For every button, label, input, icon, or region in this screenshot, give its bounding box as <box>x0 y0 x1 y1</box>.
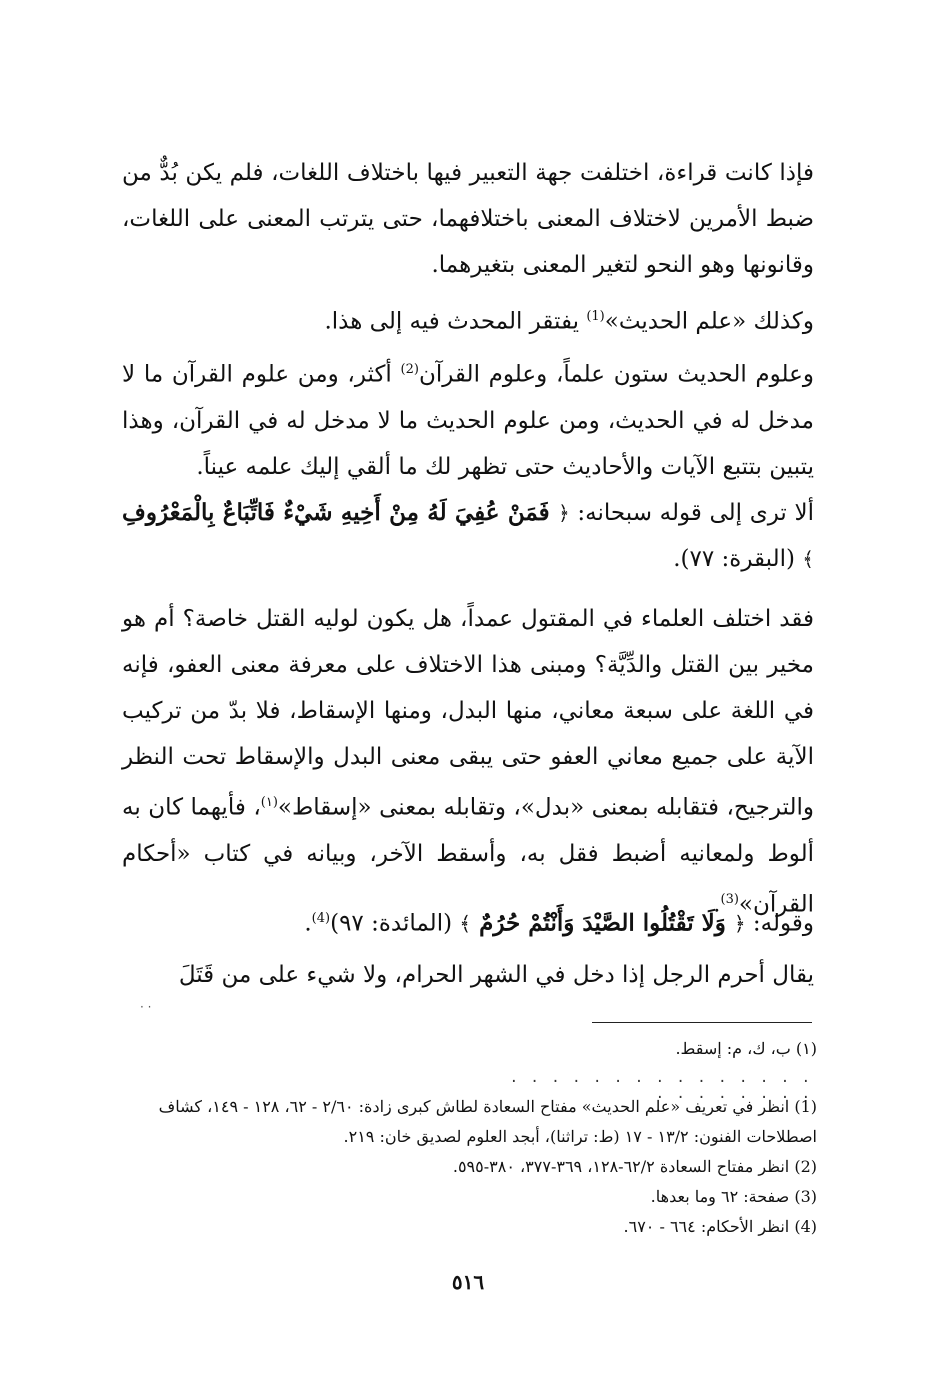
quran-verse: فَمَنْ عُفِيَ لَهُ مِنْ أَخِيهِ شَيْءٌ فَاتِّبَاعٌ بِالْمَعْرُوفِ <box>122 499 559 526</box>
paragraph-2-text-end: يفتقر المحدث فيه إلى هذا. <box>324 308 587 335</box>
footnote-1: (1) انظر في تعريف «علم الحديث» مفتاح السعادة لطاش كبرى زادة: ٢/٦٠ - ٦٢، ١٢٨ - ١٤٩، كشاف اصطلاحات الفنون: ١٣/٢ - ١٧ (ط: تراثنا)، أبجد العلوم لصديق خان: ٢١٩. <box>158 1097 817 1146</box>
footnote-4: (4) انظر الأحكام: ٦٦٤ - ٦٧٠. <box>623 1217 817 1236</box>
quran-bracket-open: ﴿ <box>558 501 570 525</box>
verse-reference: (البقرة: ٧٧). <box>673 546 803 572</box>
paragraph-5 <box>122 596 814 927</box>
paragraph-1: فإذا كانت قراءة، اختلفت جهة التعبير فيها باختلاف اللغات، فلم يكن بُدٌّ من ضبط الأمرين لاختلاف المعنى باختلافهما، حتى يترتب المعنى على اللغات، وقانونها وهو النحو لتغير المعنى بتغيرهما. <box>122 160 814 278</box>
stray-mark: · · <box>140 1000 152 1014</box>
paragraph-5-text: فقد اختلف العلماء في المقتول عمداً، هل يكون لوليه القتل خاصة؟ أم هو مخير بين القتل والدِّيَّة؟ ومبنى هذا الاختلاف على معرفة معنى العفو، فإنه في اللغة على سبعة معاني، منها البدل، ومنها الإسقاط، فلا بدّ من تركيب الآية على جميع معاني العفو حتى يبقى معنى البدل والإسقاط تحت النظر والترجيح، فتقابله بمعنى «بدل»، وتقابله بمعنى «إسقاط» <box>122 606 815 821</box>
paragraph-6 <box>122 896 814 947</box>
footnote-3: (3) صفحة: ٦٢ وما بعدها. <box>650 1187 817 1206</box>
footnote-marker-4: (4) <box>311 911 331 926</box>
paragraph-3 <box>122 347 814 490</box>
paragraph-3-text: وعلوم الحديث ستون علماً، وعلوم القرآن <box>418 361 815 388</box>
footnote-divider <box>592 1022 812 1023</box>
footnote-dotted-separator: . . . . . . . . . . . . . . . . . . . . . . . <box>509 1070 812 1102</box>
footnote-marker-1: (1) <box>586 309 605 324</box>
paragraph-5-text-mid: ، فأيهما كان به ألوط ولمعانيه أضبط فقل به، وأسقط الآخر، وبيانه في كتاب «أحكام القرآن» <box>122 794 814 918</box>
paragraph-4 <box>122 490 814 582</box>
paragraph-5-text-end: . <box>713 891 721 918</box>
footnote-2: (2) انظر مفتاح السعادة ٦٢/٢-١٢٨، ٣٦٩-٣٧٧، ٣٨٠-٥٩٥. <box>452 1157 817 1176</box>
page-number: ٥١٦ <box>451 1270 485 1294</box>
paragraph-3-text-end: أكثر، ومن علوم القرآن ما لا مدخل له في الحديث، ومن علوم الحديث ما لا مدخل له في القرآن، وهذا يتبين بتتبع الآيات والأحاديث حتى تظهر لك ما ألقي إليك علمه عيناً. <box>122 361 814 480</box>
footnote-marker-3: (3) <box>720 891 739 907</box>
footnote-alt: (١) ب، ك، م: إسقط. <box>675 1039 817 1058</box>
paragraph-6-text: وقوله: <box>745 910 814 937</box>
paragraph-2 <box>122 294 814 345</box>
paragraph-6-end: . <box>304 910 312 937</box>
paragraph-2-text: وكذلك «علم الحديث» <box>604 308 814 335</box>
footnote-marker-alt: (١) <box>260 795 278 810</box>
footnote-marker-2: (2) <box>400 362 419 377</box>
quran-bracket-close: ﴾ <box>802 547 814 571</box>
quran-bracket-open: ﴿ <box>733 911 746 936</box>
quran-bracket-close: ﴾ <box>459 911 472 936</box>
verse-reference: (المائدة: ٩٧) <box>330 910 460 937</box>
paragraph-7: يقال أحرم الرجل إذا دخل في الشهر الحرام، ولا شيء على من قَتَلَ <box>178 962 814 988</box>
quran-verse: وَلَا تَقْتُلُوا الصَّيْدَ وَأَنْتُمْ حُرُمٌ <box>471 909 734 937</box>
paragraph-4-text: ألا ترى إلى قوله سبحانه: <box>569 500 814 526</box>
